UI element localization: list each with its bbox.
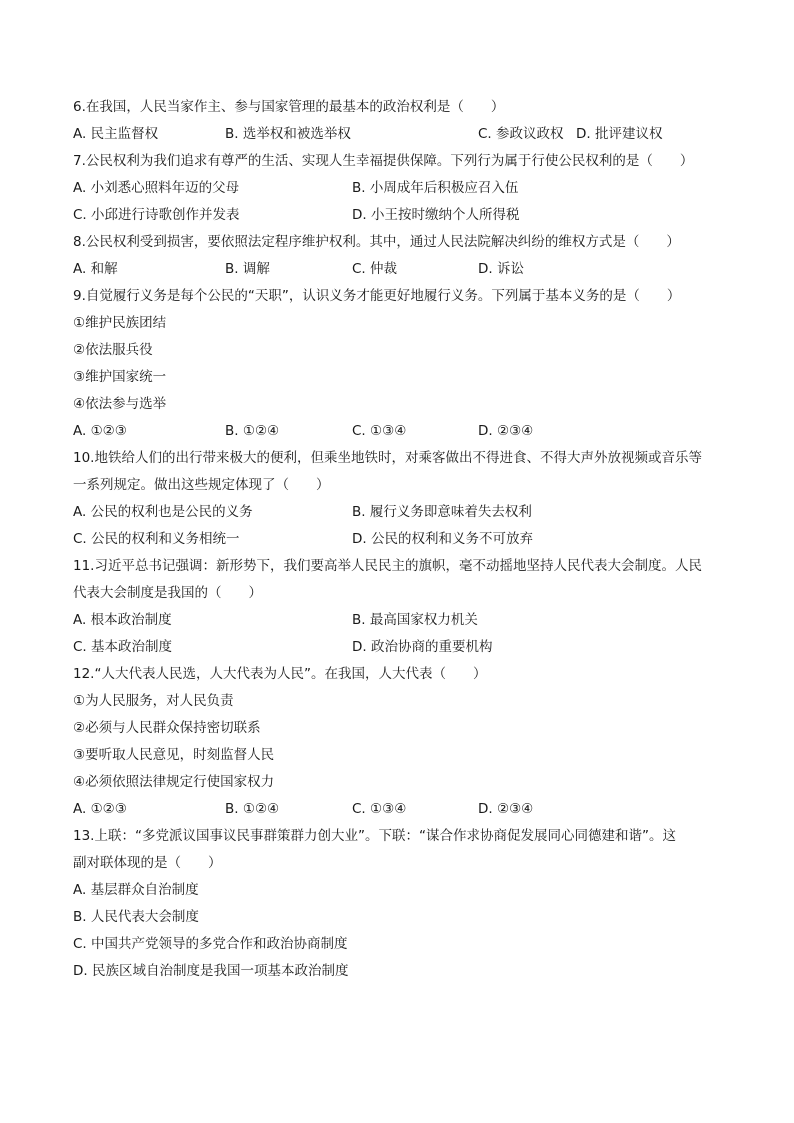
option-c: C. ①③④	[352, 801, 407, 817]
question-9-stem	[73, 283, 723, 310]
question-13-option-a	[73, 877, 723, 904]
option-a: A. ①②③	[73, 423, 127, 439]
question-stem: 代表大会制度是我国的（ ）	[73, 585, 262, 601]
question-stem: 一系列规定。做出这些规定体现了（ ）	[73, 477, 330, 493]
option-d: D. 公民的权利和义务不可放弃	[352, 531, 533, 547]
question-7-options-row2	[73, 202, 723, 229]
question-13-stem-line2	[73, 850, 723, 877]
question-10-options-row1	[73, 499, 723, 526]
option-d: D. ②③④	[478, 801, 534, 817]
question-11-options-row1	[73, 607, 723, 634]
option-d: D. 政治协商的重要机构	[352, 639, 493, 655]
question-7-options-row1	[73, 175, 723, 202]
question-11-stem-line1	[73, 553, 723, 580]
question-8-options	[73, 256, 723, 283]
question-stem: 12.“人大代表人民选，人大代表为人民”。在我国，人大代表（ ）	[73, 666, 487, 682]
question-9-options	[73, 418, 723, 445]
option-c: C. ①③④	[352, 423, 407, 439]
statement-item: ②必须与人民群众保持密切联系	[73, 720, 261, 736]
question-13-option-c	[73, 931, 723, 958]
question-stem: 11.习近平总书记强调：新形势下，我们要高举人民民主的旗帜，毫不动摇地坚持人民代表大会制度。人民	[73, 558, 702, 574]
question-stem: 13.上联：“多党派议国事议民事群策群力创大业”。下联：“谋合作求协商促发展同心同德建和谐”。这	[73, 828, 676, 844]
question-11-stem-line2	[73, 580, 723, 607]
question-stem: 10.地铁给人们的出行带来极大的便利，但乘坐地铁时，对乘客做出不得进食、不得大声外放视频或音乐等	[73, 450, 702, 466]
option-b: B. ①②④	[225, 801, 280, 817]
question-11-options-row2	[73, 634, 723, 661]
option-d: D. ②③④	[478, 423, 534, 439]
statement-item: ②依法服兵役	[73, 342, 153, 358]
exam-page	[73, 94, 723, 985]
question-stem: 副对联体现的是（ ）	[73, 855, 222, 871]
option-c: C. 公民的权利和义务相统一	[73, 531, 240, 547]
statement-item: ①维护民族团结	[73, 315, 167, 331]
option-d: D. 民族区域自治制度是我国一项基本政治制度	[73, 963, 349, 979]
question-10-stem-line2	[73, 472, 723, 499]
question-6-options	[73, 121, 723, 148]
question-8-stem	[73, 229, 723, 256]
question-13-stem-line1	[73, 823, 723, 850]
question-stem: 8.公民权利受到损害，要依照法定程序维护权利。其中，通过人民法院解决纠纷的维权方式是（ ）	[73, 234, 680, 250]
option-d: D. 诉讼	[478, 261, 524, 277]
question-10-stem-line1	[73, 445, 723, 472]
statement-item: ③要听取人民意见，时刻监督人民	[73, 747, 275, 763]
option-a: A. 基层群众自治制度	[73, 882, 199, 898]
option-b: B. 最高国家权力机关	[352, 612, 478, 628]
option-a: A. 小刘悉心照料年迈的父母	[73, 180, 240, 196]
option-c: C. 仲裁	[352, 261, 398, 277]
question-6-stem	[73, 94, 723, 121]
question-stem: 6.在我国，人民当家作主、参与国家管理的最基本的政治权利是（ ）	[73, 99, 505, 115]
option-b: B. 调解	[225, 261, 270, 277]
question-13-option-b	[73, 904, 723, 931]
option-b: B. 小周成年后积极应召入伍	[352, 180, 519, 196]
question-12-options	[73, 796, 723, 823]
option-a: A. 公民的权利也是公民的义务	[73, 504, 253, 520]
question-13-option-d	[73, 958, 723, 985]
option-c: C. 基本政治制度	[73, 639, 173, 655]
option-c: C. 中国共产党领导的多党合作和政治协商制度	[73, 936, 348, 952]
option-b: B. 选举权和被选举权	[225, 126, 351, 142]
option-a: A. 和解	[73, 261, 118, 277]
question-10-options-row2	[73, 526, 723, 553]
statement-item: ④必须依照法律规定行使国家权力	[73, 774, 275, 790]
option-c: C. 参政议政权	[478, 126, 564, 142]
question-stem: 7.公民权利为我们追求有尊严的生活、实现人生幸福提供保障。下列行为属于行使公民权利的是（ ）	[73, 153, 694, 169]
option-d: D. 小王按时缴纳个人所得税	[352, 207, 520, 223]
statement-item: ④依法参与选举	[73, 396, 167, 412]
option-c: C. 小邱进行诗歌创作并发表	[73, 207, 240, 223]
option-b: B. 人民代表大会制度	[73, 909, 199, 925]
option-b: B. 履行义务即意味着失去权利	[352, 504, 532, 520]
question-12-stem	[73, 661, 723, 688]
option-b: B. ①②④	[225, 423, 280, 439]
statement-item: ③维护国家统一	[73, 369, 167, 385]
question-stem: 9.自觉履行义务是每个公民的“天职”，认识义务才能更好地履行义务。下列属于基本义务的是（ ）	[73, 288, 681, 304]
option-a: A. ①②③	[73, 801, 127, 817]
option-d: D. 批评建议权	[576, 126, 663, 142]
option-a: A. 民主监督权	[73, 126, 159, 142]
statement-item: ①为人民服务，对人民负责	[73, 693, 234, 709]
option-a: A. 根本政治制度	[73, 612, 172, 628]
question-7-stem	[73, 148, 723, 175]
